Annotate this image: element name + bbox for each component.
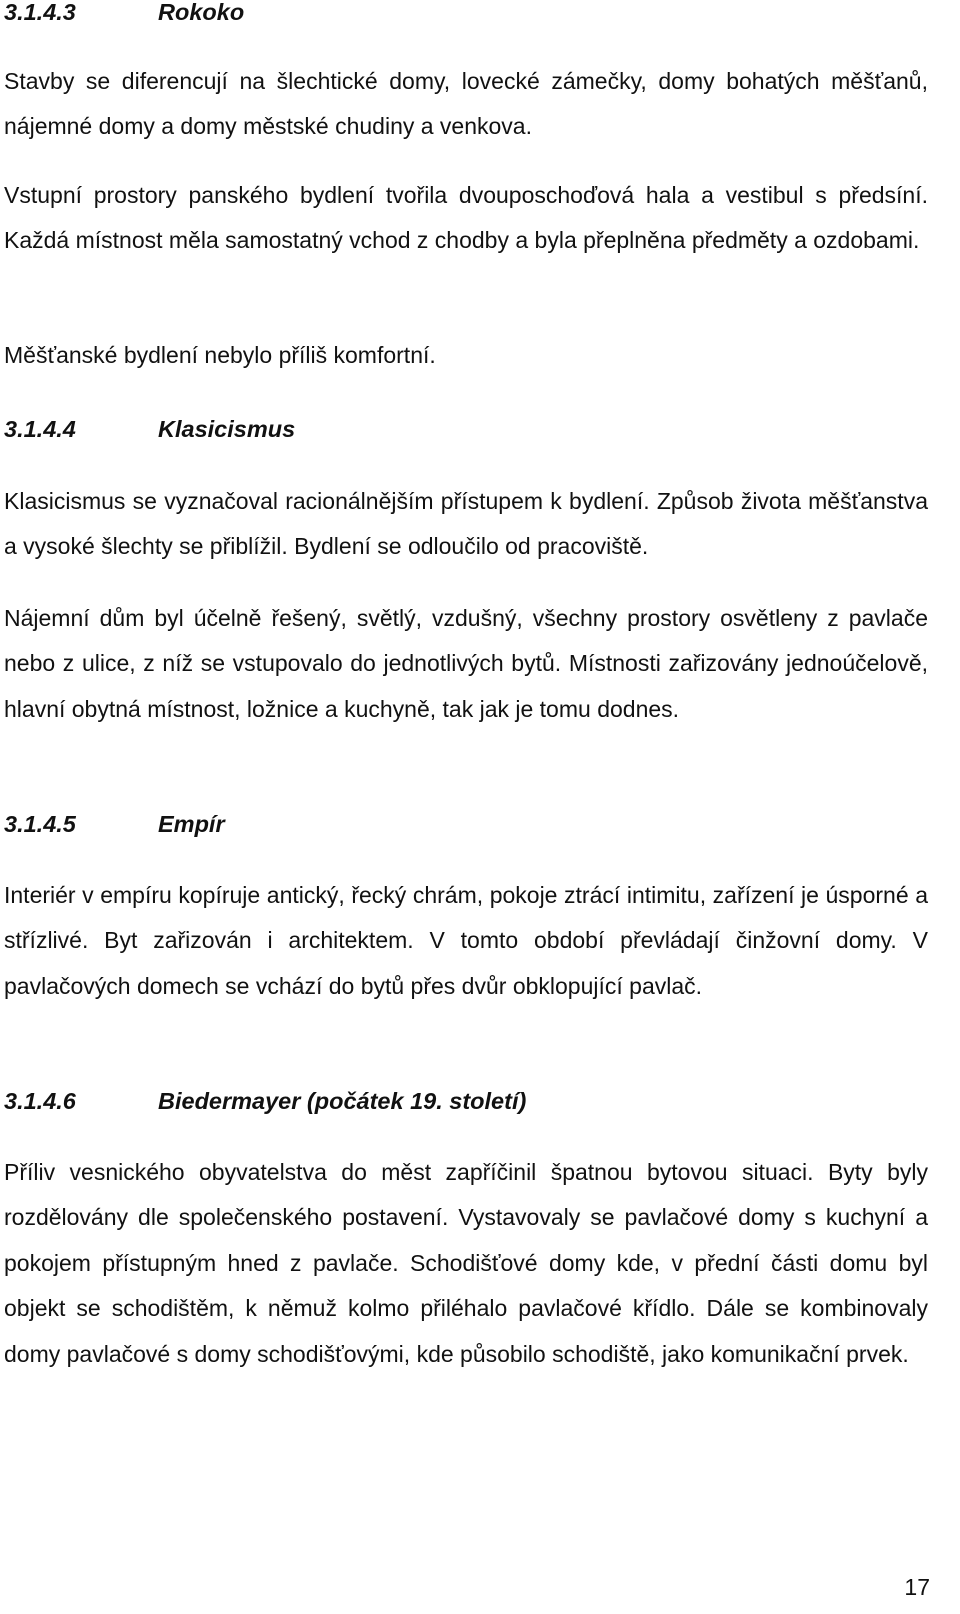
section-title: Biedermayer (počátek 19. století): [158, 1088, 527, 1114]
section-number: 3.1.4.6: [4, 1088, 76, 1114]
paragraph: Klasicismus se vyznačoval racionálnějším přístupem k bydlení. Způsob života měšťanstva a vysoké šlechty se přiblížil. Bydlení se odloučilo od pracoviště.: [4, 488, 928, 560]
section-number: 3.1.4.5: [4, 811, 76, 837]
paragraph: Vstupní prostory panského bydlení tvořila dvouposchoďová hala a vestibul s předsíní. Každá místnost měla samostatný vchod z chodby a byla přeplněna předměty a ozdobami.: [4, 182, 928, 254]
section-title: Rokoko: [158, 0, 245, 25]
section-title: Empír: [158, 811, 225, 837]
section-heading-rokoko: [4, 0, 244, 27]
section-number: 3.1.4.4: [4, 416, 76, 442]
section-heading-klasicismus: [4, 414, 295, 444]
paragraph: Interiér v empíru kopíruje antický, řecký chrám, pokoje ztrácí intimitu, zařízení je úsporné a střízlivé. Byt zařizován i architektem. V tomto období převládají činžovní domy. V pavlačových domech se vchází do bytů přes dvůr obklopující pavlač.: [4, 882, 928, 999]
section-heading-biedermayer: [4, 1086, 526, 1116]
paragraph: Příliv vesnického obyvatelstva do měst zapříčinil špatnou bytovou situaci. Byty byly rozdělovány dle společenského postavení. Vystavovaly se pavlačové domy s kuchyní a pokojem přístupným hned z pavlače. Schodišťové domy kde, v přední části domu byl objekt se schodištěm, k němuž kolmo přiléhalo pavlačové křídlo. Dále se kombinovaly domy pavlačové s domy schodišťovými, kde působilo schodiště, jako komunikační prvek.: [4, 1159, 928, 1367]
paragraph: Měšťanské bydlení nebylo příliš komfortní.: [4, 342, 436, 368]
paragraph: Stavby se diferencují na šlechtické domy, lovecké zámečky, domy bohatých měšťanů, nájemné domy a domy městské chudiny a venkova.: [4, 68, 928, 140]
page-number: 17: [904, 1574, 930, 1600]
section-number: 3.1.4.3: [4, 0, 76, 25]
paragraph: Nájemní dům byl účelně řešený, světlý, vzdušný, všechny prostory osvětleny z pavlače nebo z ulice, z níž se vstupovalo do jednotlivých bytů. Místnosti zařizovány jednoúčelově, hlavní obytná místnost, ložnice a kuchyně, tak jak je tomu dodnes.: [4, 605, 928, 722]
section-heading-empir: [4, 809, 225, 839]
section-title: Klasicismus: [158, 416, 296, 442]
